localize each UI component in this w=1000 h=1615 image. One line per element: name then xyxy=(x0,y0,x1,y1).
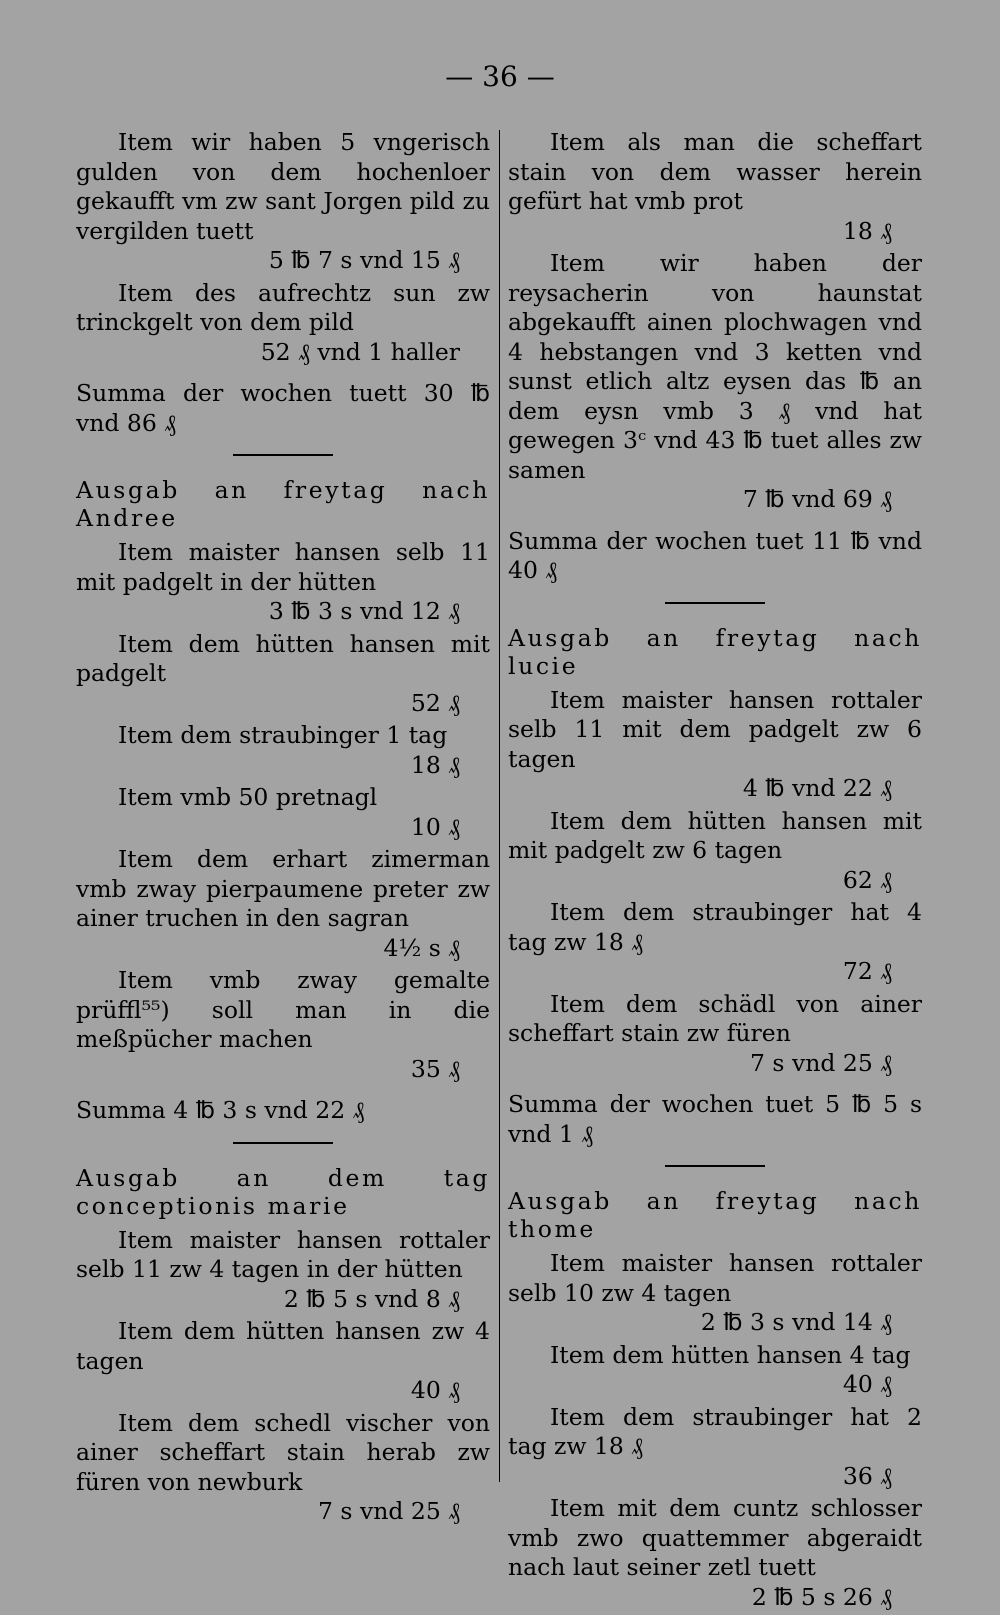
column-divider xyxy=(499,130,500,1482)
entry-text: Item dem straubinger 1 tag xyxy=(118,721,448,749)
entry-text: Item maister hansen selb 11 mit padgelt in der hütten xyxy=(76,538,490,596)
entry-amount: 2 ℔ 5 s 26 ₰ xyxy=(751,1582,892,1611)
ledger-entry xyxy=(76,279,490,368)
entry-text: Item vmb 50 pretnagl xyxy=(118,783,378,811)
ledger-entry xyxy=(508,1494,922,1612)
entry-amount: 2 ℔ 5 s vnd 8 ₰ xyxy=(283,1284,460,1313)
section-separator xyxy=(665,602,765,604)
entry-text: Item dem schedl vischer von ainer scheffart stain herab zw füren von newburk xyxy=(76,1408,490,1496)
entry-text: Item dem erhart zimerman vmb zway pierpaumene preter zw ainer truchen in den sagran xyxy=(76,845,490,932)
section-heading: Ausgab an freytag nach Andree xyxy=(76,476,490,532)
ledger-entry xyxy=(508,249,922,515)
week-total-text: Summa der wochen tuet 11 ℔ vnd 40 ₰ xyxy=(508,526,922,584)
entry-amount: 2 ℔ 3 s vnd 14 ₰ xyxy=(700,1308,892,1336)
right-column xyxy=(508,128,922,1615)
entry-amount: 18 ₰ xyxy=(842,216,892,245)
entry-amount: 7 s vnd 25 ₰ xyxy=(318,1497,460,1525)
entry-amount: 10 ₰ xyxy=(410,812,460,841)
ledger-entry xyxy=(76,538,490,627)
entry-text: Item dem hütten hansen mit padgelt xyxy=(76,629,490,687)
ledger-entry xyxy=(76,128,490,276)
ledger-entry xyxy=(76,1226,490,1315)
entry-text: Item dem straubinger hat 4 tag zw 18 ₰ xyxy=(508,898,922,956)
entry-amount: 18 ₰ xyxy=(410,750,460,779)
entry-amount: 4½ s ₰ xyxy=(383,933,460,962)
entry-text: Item wir haben 5 vngerisch gulden von dem hochenloer gekaufft vm zw sant Jorgen pild zu vergilden tuett xyxy=(76,128,490,245)
ledger-entry xyxy=(508,686,922,804)
ledger-entry xyxy=(508,990,922,1079)
entry-amount: 36 ₰ xyxy=(842,1461,892,1490)
entry-text: Item dem hütten hansen mit mit padgelt zw 6 tagen xyxy=(508,806,922,864)
entry-amount: 72 ₰ xyxy=(842,957,892,985)
section-separator xyxy=(665,1165,765,1167)
entry-amount: 40 ₰ xyxy=(842,1370,892,1398)
entry-amount: 7 ℔ vnd 69 ₰ xyxy=(742,485,892,513)
entry-text: Item dem hütten hansen zw 4 tagen xyxy=(76,1317,490,1375)
week-total xyxy=(508,1090,922,1149)
section-heading: Ausgab an dem tag conceptionis marie xyxy=(76,1163,490,1220)
ledger-entry xyxy=(76,1409,490,1527)
ledger-entry xyxy=(76,630,490,719)
left-column xyxy=(76,128,490,1530)
entry-text: Item maister hansen rottaler selb 11 zw 4 tagen in der hütten xyxy=(76,1225,490,1283)
entry-text: Item mit dem cuntz schlosser vmb zwo quattemmer abgeraidt nach laut seiner zetl tuett xyxy=(508,1494,922,1581)
entry-text: Item als man die scheffart stain von dem wasser herein gefürt hat vmb prot xyxy=(508,128,922,215)
week-total xyxy=(76,379,490,438)
entry-amount: 52 ₰ xyxy=(410,688,460,717)
entry-amount: 7 s vnd 25 ₰ xyxy=(750,1048,892,1077)
entry-amount: 52 ₰ vnd 1 haller xyxy=(260,337,460,366)
entry-amount: 4 ℔ vnd 22 ₰ xyxy=(742,774,892,802)
entry-amount: 35 ₰ xyxy=(410,1054,460,1083)
entry-text: Item dem schädl von ainer scheffart stain zw füren xyxy=(508,989,922,1047)
ledger-entry xyxy=(508,128,922,246)
ledger-entry xyxy=(508,1341,922,1400)
week-total-text: Summa 4 ℔ 3 s vnd 22 ₰ xyxy=(76,1096,365,1124)
ledger-entry xyxy=(508,1403,922,1492)
ledger-entry xyxy=(508,807,922,896)
entry-amount: 62 ₰ xyxy=(842,865,892,894)
entry-text: Item des aufrechtz sun zw trinckgelt von dem pild xyxy=(76,278,490,336)
entry-text: Item maister hansen rottaler selb 10 zw 4 tagen xyxy=(508,1249,922,1307)
entry-amount: 5 ℔ 7 s vnd 15 ₰ xyxy=(268,246,460,274)
section-heading: Ausgab an freytag nach thome xyxy=(508,1187,922,1243)
ledger-entry xyxy=(76,1317,490,1406)
week-total xyxy=(76,1096,490,1126)
week-total xyxy=(508,527,922,586)
entry-text: Item maister hansen rottaler selb 11 mit dem padgelt zw 6 tagen xyxy=(508,685,922,773)
week-total-text: Summa der wochen tuett 30 ℔ vnd 86 ₰ xyxy=(76,379,490,437)
ledger-entry xyxy=(508,898,922,987)
entry-text: Item dem hütten hansen 4 tag xyxy=(550,1340,911,1369)
entry-text: Item dem straubinger hat 2 tag zw 18 ₰ xyxy=(508,1402,922,1460)
ledger-entry xyxy=(76,966,490,1084)
ledger-entry xyxy=(76,783,490,842)
section-separator xyxy=(233,454,333,456)
page-number: — 36 — xyxy=(445,60,555,93)
entry-text: Item vmb zway gemalte prüffl⁵⁵) soll man in die meßpücher machen xyxy=(76,966,490,1053)
ledger-entry xyxy=(508,1249,922,1338)
ledger-entry xyxy=(76,845,490,963)
entry-text: Item wir haben der reysacherin von haunstat abgekaufft ainen plochwagen vnd 4 hebstangen vnd 3 ketten vnd sunst etlich altz eysen das ℔ an dem eysn vmb 3 ₰ vnd hat gewegen 3ᶜ vnd 43 ℔ tuet alles zw samen xyxy=(508,249,922,484)
week-total-text: Summa der wochen tuet 5 ℔ 5 s vnd 1 ₰ xyxy=(508,1090,922,1148)
entry-amount: 3 ℔ 3 s vnd 12 ₰ xyxy=(268,597,460,625)
entry-amount: 40 ₰ xyxy=(410,1376,460,1404)
ledger-entry xyxy=(76,721,490,780)
section-heading: Ausgab an freytag nach lucie xyxy=(508,623,922,680)
section-separator xyxy=(233,1142,333,1144)
